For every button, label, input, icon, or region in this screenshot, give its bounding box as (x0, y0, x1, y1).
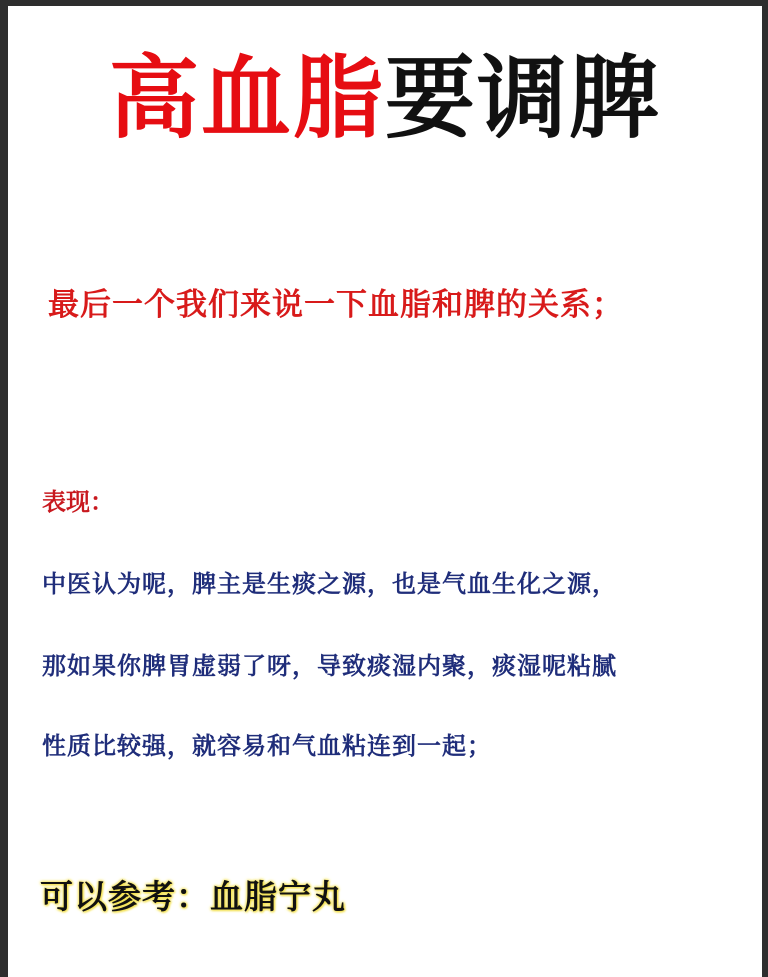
title-black-part: 要调脾 (385, 46, 661, 151)
page-title (8, 44, 762, 154)
body-line-2: 那如果你脾胃虚弱了呀，导致痰湿内聚，痰湿呢粘腻 (42, 652, 617, 680)
intro-paragraph: 最后一个我们来说一下血脂和脾的关系； (48, 287, 624, 323)
body-line-1: 中医认为呢，脾主是生痰之源，也是气血生化之源， (42, 570, 617, 598)
reference-line: 可以参考：血脂宁丸 (40, 877, 346, 916)
title-red-part: 高血脂 (109, 46, 385, 151)
section-label: 表现： (42, 488, 114, 516)
body-line-3: 性质比较强，就容易和气血粘连到一起； (42, 732, 492, 760)
document-page (8, 6, 762, 977)
